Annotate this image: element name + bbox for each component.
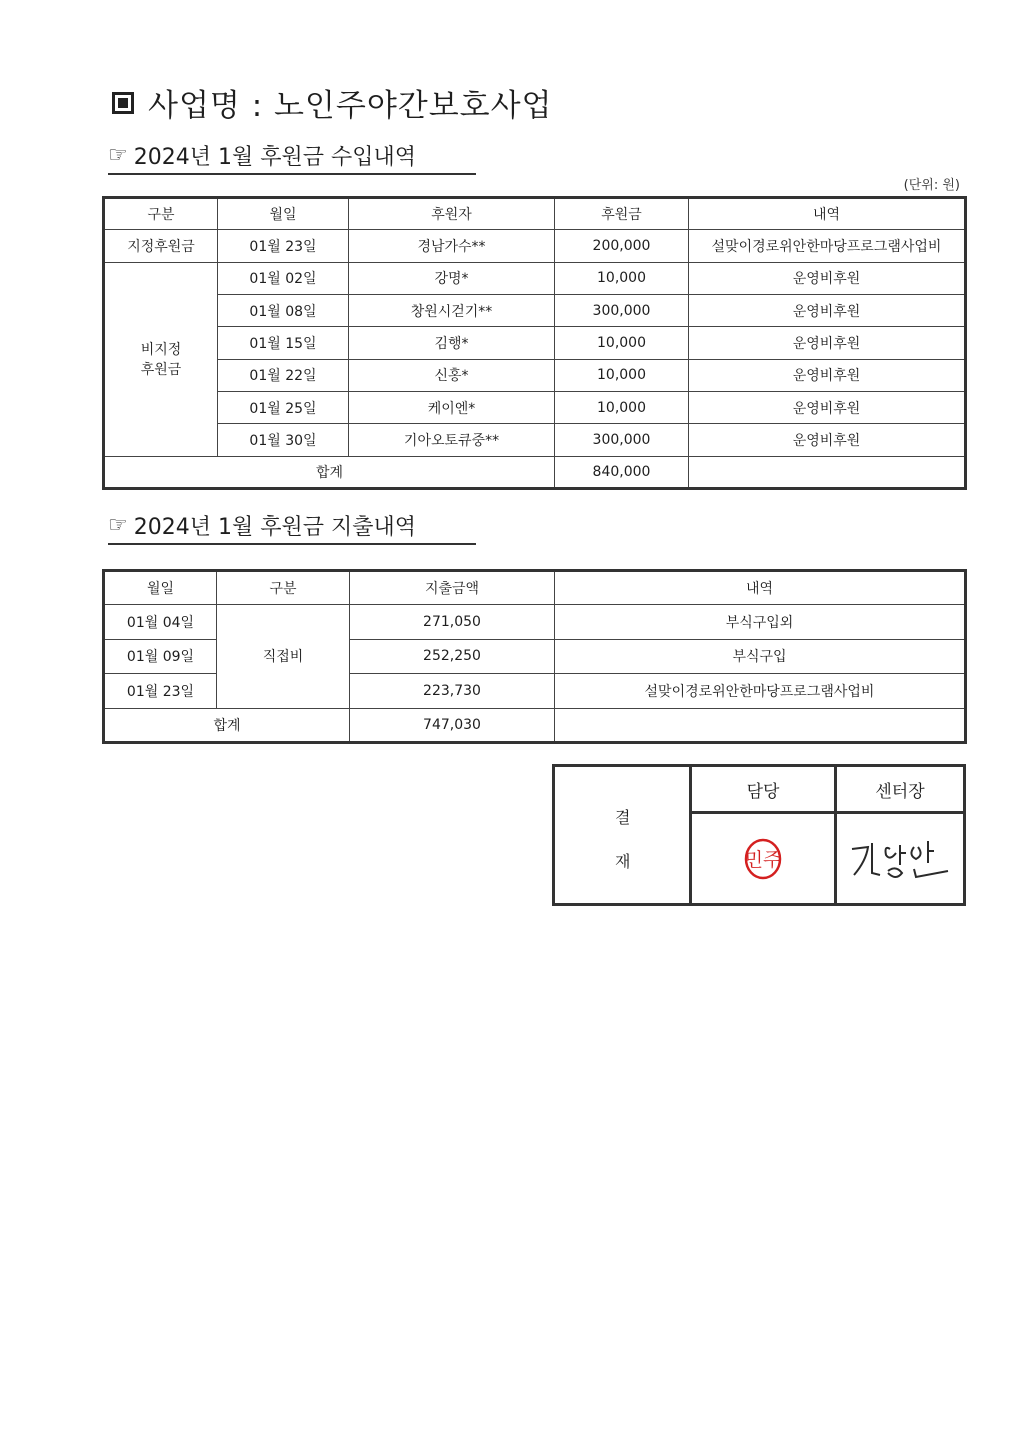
table-row <box>104 262 966 294</box>
cell-donor: 신홍* <box>349 359 555 391</box>
table-row <box>104 230 966 262</box>
manager-seal-text: 민주 <box>744 848 782 871</box>
income-table <box>102 196 967 490</box>
page-title-text: 사업명 : 노인주야간보호사업 <box>148 88 553 124</box>
manager-signature-cell <box>692 814 834 903</box>
approval-label-top: 결 <box>615 808 631 827</box>
total-amount: 747,030 <box>350 708 555 742</box>
income-header-row <box>104 198 966 230</box>
cell-amount: 10,000 <box>555 327 689 359</box>
col-header-amount: 후원금 <box>555 198 689 230</box>
pointing-hand-icon: ☞ <box>108 513 128 538</box>
cell-detail: 운영비후원 <box>689 294 966 326</box>
cell-amount: 10,000 <box>555 359 689 391</box>
category-non-designated <box>104 262 218 456</box>
col-header-category: 구분 <box>217 571 350 605</box>
cell-date: 01월 25일 <box>218 391 349 423</box>
col-header-donor: 후원자 <box>349 198 555 230</box>
income-heading-text: 2024년 1월 후원금 수입내역 <box>133 145 416 170</box>
cell-amount: 300,000 <box>555 424 689 456</box>
cell-detail: 운영비후원 <box>689 262 966 294</box>
category-line-2: 후원금 <box>140 362 182 379</box>
category-designated: 지정후원금 <box>104 230 218 262</box>
cell-detail: 운영비후원 <box>689 359 966 391</box>
cell-donor: 경남가수** <box>349 230 555 262</box>
cell-detail: 설맞이경로위안한마당프로그램사업비 <box>555 674 966 708</box>
cell-date: 01월 08일 <box>218 294 349 326</box>
cell-amount: 223,730 <box>350 674 555 708</box>
cell-date: 01월 15일 <box>218 327 349 359</box>
total-detail-empty <box>555 708 966 742</box>
approval-label-column <box>555 767 692 903</box>
cell-detail: 운영비후원 <box>689 391 966 423</box>
manager-seal <box>741 837 785 881</box>
col-header-detail: 내역 <box>555 571 966 605</box>
cell-date: 01월 09일 <box>104 639 217 673</box>
pointing-hand-icon: ☞ <box>108 143 128 168</box>
expense-category: 직접비 <box>217 605 350 708</box>
table-row <box>104 424 966 456</box>
total-detail-empty <box>689 456 966 488</box>
cell-donor: 강명* <box>349 262 555 294</box>
col-header-detail: 내역 <box>689 198 966 230</box>
filled-square-icon <box>112 92 134 114</box>
director-signature-cell <box>837 814 963 903</box>
expense-header-row <box>104 571 966 605</box>
expense-total-row <box>104 708 966 742</box>
total-amount: 840,000 <box>555 456 689 488</box>
table-row <box>104 359 966 391</box>
cell-donor: 창원시걷기** <box>349 294 555 326</box>
approval-label-bottom: 재 <box>615 852 631 871</box>
col-header-date: 월일 <box>218 198 349 230</box>
expense-section-heading <box>108 510 476 545</box>
cell-date: 01월 30일 <box>218 424 349 456</box>
category-line-1: 비지정 <box>140 342 182 359</box>
cell-donor: 케이엔* <box>349 391 555 423</box>
total-label: 합계 <box>104 708 350 742</box>
cell-donor: 김행* <box>349 327 555 359</box>
page-title <box>112 80 553 125</box>
col-header-category: 구분 <box>104 198 218 230</box>
cell-date: 01월 22일 <box>218 359 349 391</box>
cell-detail: 부식구입외 <box>555 605 966 639</box>
cell-detail: 운영비후원 <box>689 327 966 359</box>
total-label: 합계 <box>104 456 555 488</box>
col-header-amount: 지출금액 <box>350 571 555 605</box>
income-total-row <box>104 456 966 488</box>
cell-date: 01월 02일 <box>218 262 349 294</box>
expense-heading-text: 2024년 1월 후원금 지출내역 <box>133 515 416 540</box>
manager-header: 담당 <box>692 767 834 814</box>
approval-box <box>552 764 966 906</box>
director-header: 센터장 <box>837 767 963 814</box>
table-row <box>104 327 966 359</box>
expense-table <box>102 569 967 744</box>
cell-amount: 10,000 <box>555 262 689 294</box>
cell-detail: 설맞이경로위안한마당프로그램사업비 <box>689 230 966 262</box>
table-row <box>104 391 966 423</box>
table-row <box>104 294 966 326</box>
director-signature <box>844 831 956 887</box>
cell-amount: 300,000 <box>555 294 689 326</box>
table-row <box>104 605 966 639</box>
cell-amount: 271,050 <box>350 605 555 639</box>
cell-detail: 부식구입 <box>555 639 966 673</box>
cell-date: 01월 04일 <box>104 605 217 639</box>
cell-date: 01월 23일 <box>218 230 349 262</box>
cell-amount: 200,000 <box>555 230 689 262</box>
unit-note: (단위: 원) <box>903 178 960 193</box>
cell-donor: 기아오토큐중** <box>349 424 555 456</box>
cell-amount: 252,250 <box>350 639 555 673</box>
cell-detail: 운영비후원 <box>689 424 966 456</box>
cell-amount: 10,000 <box>555 391 689 423</box>
cell-date: 01월 23일 <box>104 674 217 708</box>
income-section-heading <box>108 140 476 175</box>
col-header-date: 월일 <box>104 571 217 605</box>
